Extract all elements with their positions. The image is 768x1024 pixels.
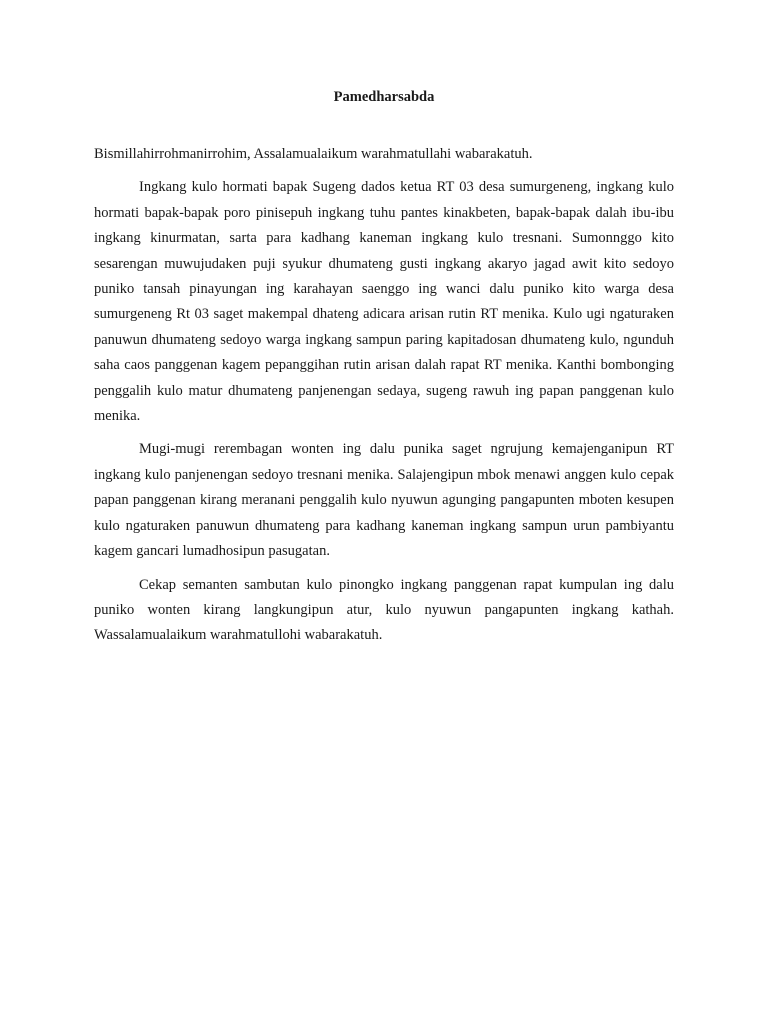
paragraph-hope: Mugi-mugi rerembagan wonten ing dalu punika saget ngrujung kemajenganipun RT ingkang kulo panjenengan sedoyo tresnani menika. Salajengipun mbok menawi anggen kulo cepak papan panggenan kirang meranani penggalih kulo nyuwun agunging pangapunten mboten kesupen kulo ngaturaken panuwun dhumateng para kadhang kaneman ingkang sampun urun pambiyantu kagem gancari lumadhosipun pasugatan. [94, 441, 674, 560]
document-body [94, 142, 674, 657]
paragraph-opening: Ingkang kulo hormati bapak Sugeng dados ketua RT 03 desa sumurgeneng, ingkang kulo hormati bapak-bapak poro pinisepuh ingkang tuhu pantes kinakbeten, bapak-bapak dalah ibu-ibu ingkang kinurmatan, sarta para kadhang kaneman ingkang kulo tresnani. Sumonnggo kito sesarengan muwujudaken puji syukur dhumateng gusti ingkang akaryo jagad awit kito sedoyo puniko tansah pinayungan ing karahayan saenggo ing wanci dalu puniko kito warga desa sumurgeneng Rt 03 saget makempal dhateng adicara arisan rutin RT menika. Kulo ugi ngaturaken panuwun dhumateng sedoyo warga ingkang sampun paring kapitadosan dhumateng kulo, ngunduh saha caos panggenan kagem pepanggihan rutin arisan dalah rapat RT menika. Kanthi bombonging penggalih kulo matur dhumateng panjenengan sedaya, sugeng rawuh ing papan panggenan kulo menika. [94, 179, 674, 425]
document-title: Pamedharsabda [333, 89, 435, 105]
paragraph-closing: Cekap semanten sambutan kulo pinongko ingkang panggenan rapat kumpulan ing dalu puniko wonten kirang langkungipun atur, kulo nyuwun pangapunten ingkang kathah. Wassalamualaikum warahmatullohi wabarakatuh. [94, 576, 674, 644]
salutation-line: Bismillahirrohmanirrohim, Assalamualaikum warahmatullahi wabarakatuh. [94, 146, 533, 162]
